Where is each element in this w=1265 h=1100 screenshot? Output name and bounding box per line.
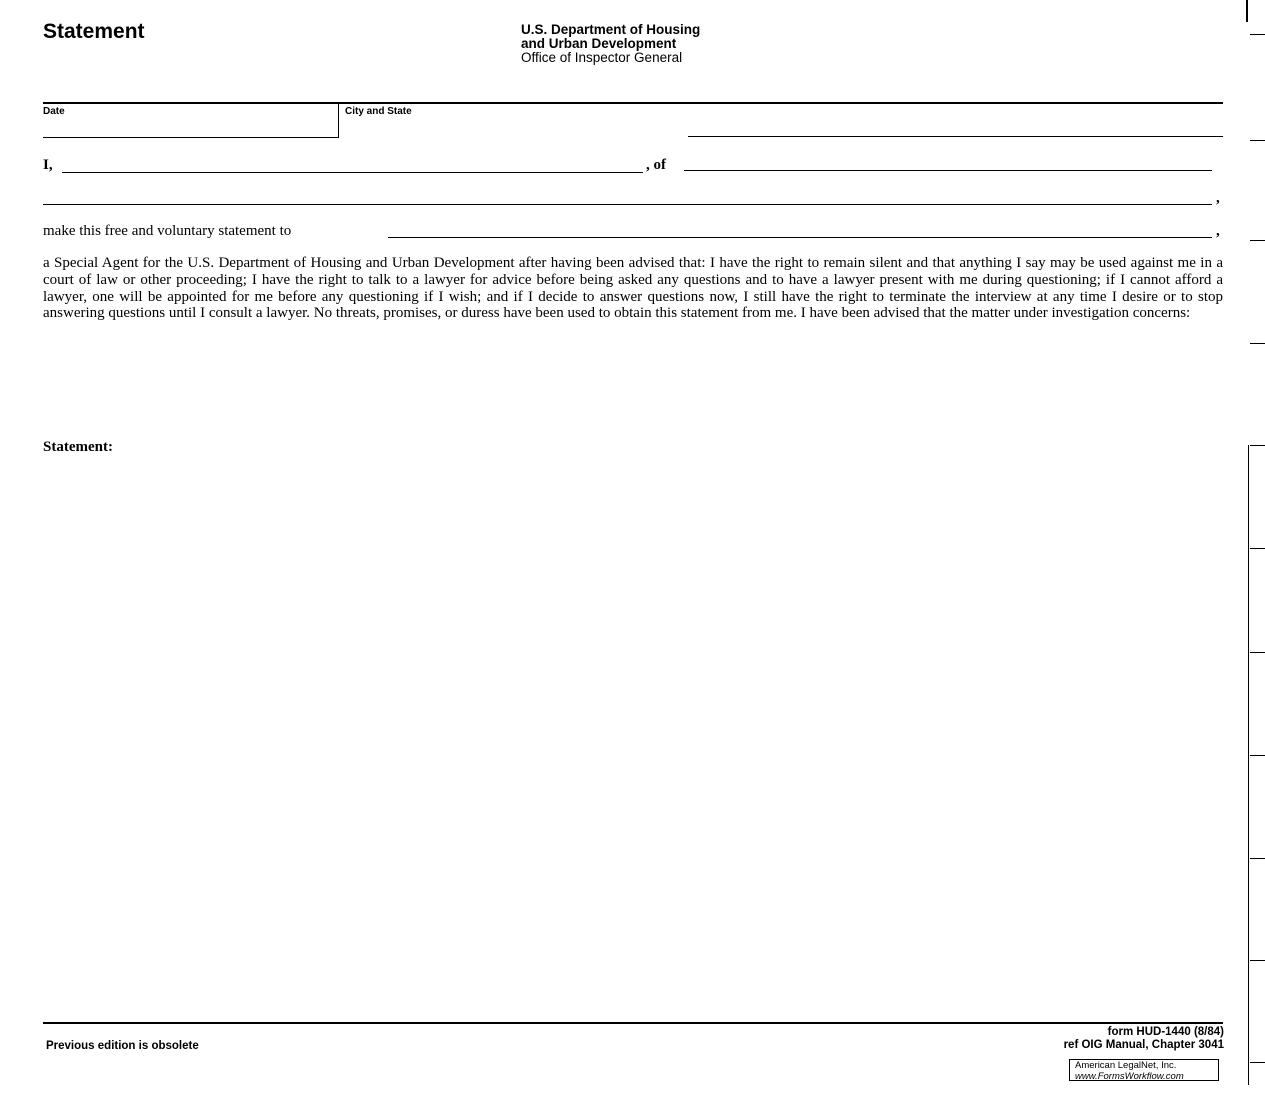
footer-rule bbox=[43, 1022, 1223, 1024]
binding-edge-mark bbox=[1250, 858, 1265, 859]
agency-line-2: and Urban Development bbox=[521, 36, 677, 51]
binding-edge-mark bbox=[1250, 755, 1265, 756]
agency-line-3: Office of Inspector General bbox=[521, 50, 683, 65]
of-label: , of bbox=[646, 157, 666, 173]
binding-edge-mark bbox=[1250, 1062, 1265, 1063]
city-state-input[interactable] bbox=[345, 118, 1221, 136]
vendor-box bbox=[1069, 1059, 1219, 1081]
date-label: Date bbox=[43, 106, 65, 117]
binding-edge-mark bbox=[1250, 343, 1265, 344]
form-number: form HUD-1440 (8/84) bbox=[1107, 1026, 1224, 1038]
make-statement-label: make this free and voluntary statement to bbox=[43, 223, 292, 239]
binding-edge-mark bbox=[1250, 960, 1265, 961]
address-field[interactable] bbox=[684, 170, 1212, 171]
statement-recipient-field[interactable] bbox=[388, 237, 1212, 238]
binding-edge-mark bbox=[1250, 34, 1265, 35]
binding-edge-line bbox=[1248, 445, 1249, 1085]
binding-edge-mark bbox=[1250, 140, 1265, 141]
statement-area[interactable] bbox=[43, 462, 1223, 1017]
comma-1: , bbox=[1216, 190, 1220, 206]
address-continued-field[interactable] bbox=[43, 204, 1212, 205]
vendor-name: American LegalNet, Inc. bbox=[1075, 1060, 1177, 1071]
name-field[interactable] bbox=[62, 172, 643, 173]
agency-block bbox=[521, 23, 700, 65]
binding-edge-mark bbox=[1250, 652, 1265, 653]
date-city-divider bbox=[338, 104, 339, 138]
obsolete-note: Previous edition is obsolete bbox=[46, 1040, 199, 1052]
comma-2: , bbox=[1216, 223, 1220, 239]
date-field-bottom-rule bbox=[43, 137, 339, 138]
binding-edge-mark bbox=[1250, 548, 1265, 549]
manual-ref: ref OIG Manual, Chapter 3041 bbox=[1063, 1039, 1224, 1051]
statement-label: Statement: bbox=[43, 439, 113, 455]
i-label: I, bbox=[43, 157, 53, 173]
form-number-block bbox=[1064, 1026, 1224, 1052]
advisement-paragraph: a Special Agent for the U.S. Department of Housing and Urban Development after having been advised that: I have the right to remain silent and that anything I say may be used against me in a court of law or other proceeding; I have the right to talk to a lawyer for advice before being asked any questions and to have a lawyer present with me during questioning; if I cannot afford a lawyer, one will be appointed for me before any questioning if I wish; and if I decide to answer questions now, I still have the right to terminate the interview at any time I desire or to stop answering questions until I consult a lawyer. No threats, promises, or duress have been used to obtain this statement from me. I have been advised that the matter under investigation concerns: bbox=[43, 255, 1223, 322]
binding-edge-mark bbox=[1250, 445, 1265, 446]
header-rule bbox=[43, 102, 1223, 104]
city-field-bottom-rule bbox=[688, 136, 1223, 137]
city-state-label: City and State bbox=[345, 106, 412, 117]
date-input[interactable] bbox=[43, 118, 337, 136]
agency-line-1: U.S. Department of Housing bbox=[521, 22, 701, 37]
vendor-url: www.FormsWorkflow.com bbox=[1075, 1070, 1184, 1082]
binding-edge-mark bbox=[1250, 240, 1265, 241]
binding-edge-mark bbox=[1246, 0, 1248, 22]
form-title: Statement bbox=[43, 20, 145, 43]
